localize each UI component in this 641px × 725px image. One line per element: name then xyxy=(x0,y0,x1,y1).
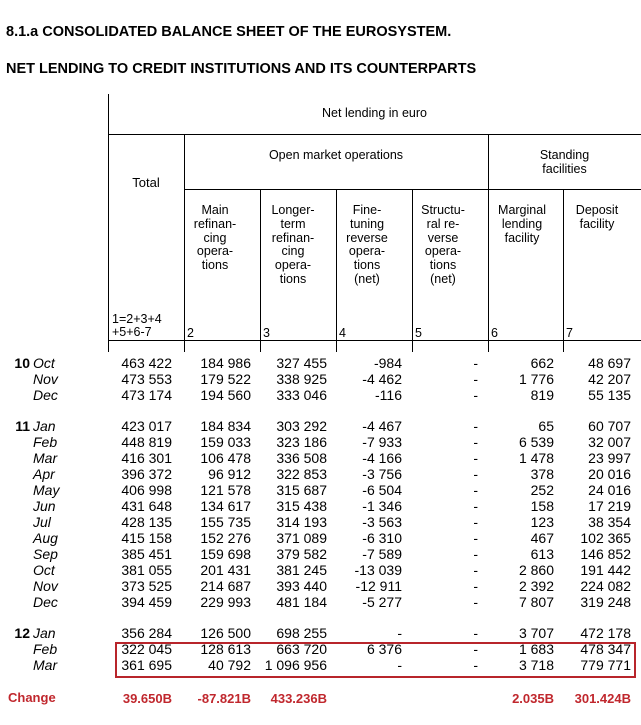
cell-marginal: 2 860 xyxy=(518,562,554,578)
cell-main: 152 276 xyxy=(200,530,251,546)
cell-ltro: 315 687 xyxy=(276,482,327,498)
cell-total: 415 158 xyxy=(121,530,172,546)
cell-ltro: 1 096 956 xyxy=(264,657,327,673)
cell-structural: - xyxy=(473,578,478,594)
cell-main: 134 617 xyxy=(200,498,251,514)
cell-fine: -6 504 xyxy=(362,482,402,498)
change-total: 39.650B xyxy=(122,691,172,706)
cell-total: 322 045 xyxy=(121,641,172,657)
cell-structural: - xyxy=(473,562,478,578)
table-row xyxy=(0,371,641,387)
cell-main: 155 735 xyxy=(200,514,251,530)
cell-marginal: 123 xyxy=(530,514,554,530)
change-deposit: 301.424B xyxy=(574,691,631,706)
cell-deposit: 32 007 xyxy=(588,434,631,450)
cell-marginal: 252 xyxy=(530,482,554,498)
cell-ltro: 338 925 xyxy=(276,371,327,387)
row-month: Aug xyxy=(33,530,58,546)
table-row xyxy=(0,594,641,610)
cell-ltro: 322 853 xyxy=(276,466,327,482)
cell-marginal: 1 683 xyxy=(518,641,554,657)
row-month: Nov xyxy=(33,578,58,594)
table-row xyxy=(0,530,641,546)
cell-structural: - xyxy=(473,387,478,403)
cell-fine: -7 589 xyxy=(362,546,402,562)
row-month: Sep xyxy=(33,546,58,562)
cell-deposit: 478 347 xyxy=(580,641,631,657)
header-fine-tuning: Fine- tuning reverse opera- tions (net) xyxy=(346,203,388,286)
cell-structural: - xyxy=(473,514,478,530)
row-month: Jun xyxy=(33,498,56,514)
row-month: Apr xyxy=(33,466,55,482)
cell-marginal: 613 xyxy=(530,546,554,562)
cell-total: 416 301 xyxy=(121,450,172,466)
cell-total: 448 819 xyxy=(121,434,172,450)
cell-fine: -6 310 xyxy=(362,530,402,546)
cell-deposit: 146 852 xyxy=(580,546,631,562)
header-rule-2 xyxy=(185,189,641,190)
cell-fine: - xyxy=(397,625,402,641)
col-number-2: 2 xyxy=(187,326,194,340)
cell-marginal: 2 392 xyxy=(518,578,554,594)
header-bottom-rule xyxy=(108,340,641,341)
page-subtitle: NET LENDING TO CREDIT INSTITUTIONS AND ITS COUNTERPARTS xyxy=(6,61,477,77)
cell-deposit: 38 354 xyxy=(588,514,631,530)
header-total: Total xyxy=(132,175,160,190)
cell-main: 126 500 xyxy=(200,625,251,641)
cell-marginal: 7 807 xyxy=(518,594,554,610)
cell-fine: -4 462 xyxy=(362,371,402,387)
cell-deposit: 191 442 xyxy=(580,562,631,578)
cell-total: 396 372 xyxy=(121,466,172,482)
table-row xyxy=(0,434,641,450)
cell-ltro: 333 046 xyxy=(276,387,327,403)
cell-main: 184 986 xyxy=(200,355,251,371)
row-month: Jul xyxy=(33,514,51,530)
cell-structural: - xyxy=(473,625,478,641)
cell-main: 96 912 xyxy=(208,466,251,482)
cell-fine: -4 166 xyxy=(362,450,402,466)
cell-main: 128 613 xyxy=(200,641,251,657)
cell-total: 431 648 xyxy=(121,498,172,514)
cell-fine: -3 563 xyxy=(362,514,402,530)
cell-fine: -984 xyxy=(373,355,402,371)
cell-fine: - xyxy=(397,657,402,673)
cell-structural: - xyxy=(473,355,478,371)
cell-deposit: 20 016 xyxy=(588,466,631,482)
cell-structural: - xyxy=(473,418,478,434)
cell-ltro: 336 508 xyxy=(276,450,327,466)
row-month: Jan xyxy=(33,418,56,434)
cell-structural: - xyxy=(473,482,478,498)
col-number-4: 4 xyxy=(339,326,346,340)
row-month: Nov xyxy=(33,371,58,387)
cell-fine: -3 756 xyxy=(362,466,402,482)
cell-deposit: 779 771 xyxy=(580,657,631,673)
cell-total: 356 284 xyxy=(121,625,172,641)
row-month: Oct xyxy=(33,562,55,578)
cell-structural: - xyxy=(473,641,478,657)
change-main: -87.821B xyxy=(197,691,251,706)
cell-structural: - xyxy=(473,594,478,610)
cell-total: 394 459 xyxy=(121,594,172,610)
cell-deposit: 319 248 xyxy=(580,594,631,610)
cell-total: 381 055 xyxy=(121,562,172,578)
row-month: Mar xyxy=(33,657,58,673)
col-number-5: 5 xyxy=(415,326,422,340)
cell-fine: -7 933 xyxy=(362,434,402,450)
header-formula: 1=2+3+4 +5+6-7 xyxy=(112,312,162,339)
cell-structural: - xyxy=(473,657,478,673)
table-body xyxy=(0,355,641,673)
cell-structural: - xyxy=(473,371,478,387)
cell-fine: -1 346 xyxy=(362,498,402,514)
change-marginal: 2.035B xyxy=(512,691,554,706)
row-year: 12 xyxy=(14,625,30,641)
cell-total: 423 017 xyxy=(121,418,172,434)
cell-ltro: 315 438 xyxy=(276,498,327,514)
cell-main: 159 698 xyxy=(200,546,251,562)
cell-total: 428 135 xyxy=(121,514,172,530)
cell-marginal: 65 xyxy=(538,418,554,434)
cell-marginal: 3 707 xyxy=(518,625,554,641)
col-number-3: 3 xyxy=(263,326,270,340)
table-row xyxy=(0,562,641,578)
cell-main: 106 478 xyxy=(200,450,251,466)
row-month: Jan xyxy=(33,625,56,641)
col-number-7: 7 xyxy=(566,326,573,340)
table-row xyxy=(0,355,641,371)
cell-main: 40 792 xyxy=(208,657,251,673)
cell-fine: -116 xyxy=(375,387,402,403)
cell-main: 201 431 xyxy=(200,562,251,578)
cell-main: 229 993 xyxy=(200,594,251,610)
table-row xyxy=(0,546,641,562)
row-month: Dec xyxy=(33,594,58,610)
cell-deposit: 23 997 xyxy=(588,450,631,466)
header-structural: Structu- ral re- verse opera- tions (net) xyxy=(421,203,465,286)
table-row xyxy=(0,450,641,466)
cell-ltro: 698 255 xyxy=(276,625,327,641)
cell-marginal: 467 xyxy=(530,530,554,546)
cell-main: 214 687 xyxy=(200,578,251,594)
cell-marginal: 819 xyxy=(530,387,554,403)
cell-marginal: 1 776 xyxy=(518,371,554,387)
cell-structural: - xyxy=(473,434,478,450)
cell-ltro: 327 455 xyxy=(276,355,327,371)
cell-ltro: 381 245 xyxy=(276,562,327,578)
cell-marginal: 1 478 xyxy=(518,450,554,466)
cell-main: 194 560 xyxy=(200,387,251,403)
row-year: 10 xyxy=(14,355,30,371)
highlight-box xyxy=(115,642,636,678)
cell-total: 473 174 xyxy=(121,387,172,403)
cell-deposit: 24 016 xyxy=(588,482,631,498)
row-month: Dec xyxy=(33,387,58,403)
cell-total: 385 451 xyxy=(121,546,172,562)
table-row xyxy=(0,418,641,434)
cell-fine: 6 376 xyxy=(366,641,402,657)
cell-main: 179 522 xyxy=(200,371,251,387)
cell-deposit: 55 135 xyxy=(588,387,631,403)
table-row xyxy=(0,498,641,514)
header-longer-term: Longer- term refinan- cing opera- tions xyxy=(271,203,315,286)
cell-main: 121 578 xyxy=(200,482,251,498)
cell-structural: - xyxy=(473,530,478,546)
table-row xyxy=(0,578,641,594)
cell-structural: - xyxy=(473,450,478,466)
cell-main: 184 834 xyxy=(200,418,251,434)
cell-deposit: 60 707 xyxy=(588,418,631,434)
cell-ltro: 393 440 xyxy=(276,578,327,594)
header-standing-2: facilities xyxy=(542,162,587,176)
page-title: 8.1.a CONSOLIDATED BALANCE SHEET OF THE EUROSYSTEM. xyxy=(6,24,452,40)
cell-marginal: 662 xyxy=(530,355,554,371)
cell-ltro: 481 184 xyxy=(276,594,327,610)
col-number-6: 6 xyxy=(491,326,498,340)
table-row xyxy=(0,466,641,482)
cell-total: 406 998 xyxy=(121,482,172,498)
header-standing-1: Standing xyxy=(539,148,590,162)
change-ltro: 433.236B xyxy=(270,691,327,706)
row-month: Mar xyxy=(33,450,58,466)
cell-ltro: 379 582 xyxy=(276,546,327,562)
cell-deposit: 42 207 xyxy=(588,371,631,387)
change-row xyxy=(0,690,641,708)
cell-ltro: 303 292 xyxy=(276,418,327,434)
table-row xyxy=(0,514,641,530)
header-net-lending: Net lending in euro xyxy=(322,106,427,120)
header-deposit-facility: Deposit facility xyxy=(575,203,619,231)
header-marginal-lending: Marginal lending facility xyxy=(498,203,546,245)
cell-deposit: 48 697 xyxy=(588,355,631,371)
row-year: 11 xyxy=(15,418,30,434)
cell-total: 373 525 xyxy=(121,578,172,594)
cell-fine: -13 039 xyxy=(354,562,402,578)
cell-ltro: 323 186 xyxy=(276,434,327,450)
cell-ltro: 371 089 xyxy=(276,530,327,546)
header-open-market: Open market operations xyxy=(268,148,404,162)
table-row xyxy=(0,625,641,641)
header-rule-1 xyxy=(108,134,641,135)
cell-marginal: 3 718 xyxy=(518,657,554,673)
cell-total: 473 553 xyxy=(121,371,172,387)
row-month: Feb xyxy=(33,434,58,450)
cell-ltro: 314 193 xyxy=(276,514,327,530)
header-main-refinancing: Main refinan- cing opera- tions xyxy=(193,203,237,273)
cell-deposit: 17 219 xyxy=(588,498,631,514)
row-month: Oct xyxy=(33,355,55,371)
cell-fine: -4 467 xyxy=(362,418,402,434)
cell-total: 361 695 xyxy=(121,657,172,673)
cell-structural: - xyxy=(473,546,478,562)
cell-fine: -12 911 xyxy=(355,578,402,594)
cell-marginal: 6 539 xyxy=(518,434,554,450)
change-label: Change xyxy=(8,690,56,705)
row-month: Feb xyxy=(33,641,58,657)
table-row xyxy=(0,482,641,498)
cell-marginal: 158 xyxy=(530,498,554,514)
table-left-border xyxy=(108,94,109,352)
row-month: May xyxy=(33,482,60,498)
cell-structural: - xyxy=(473,498,478,514)
cell-main: 159 033 xyxy=(200,434,251,450)
cell-fine: -5 277 xyxy=(362,594,402,610)
table-row xyxy=(0,387,641,403)
cell-deposit: 102 365 xyxy=(580,530,631,546)
cell-deposit: 224 082 xyxy=(580,578,631,594)
cell-marginal: 378 xyxy=(530,466,554,482)
cell-ltro: 663 720 xyxy=(276,641,327,657)
cell-structural: - xyxy=(473,466,478,482)
cell-total: 463 422 xyxy=(121,355,172,371)
cell-deposit: 472 178 xyxy=(580,625,631,641)
